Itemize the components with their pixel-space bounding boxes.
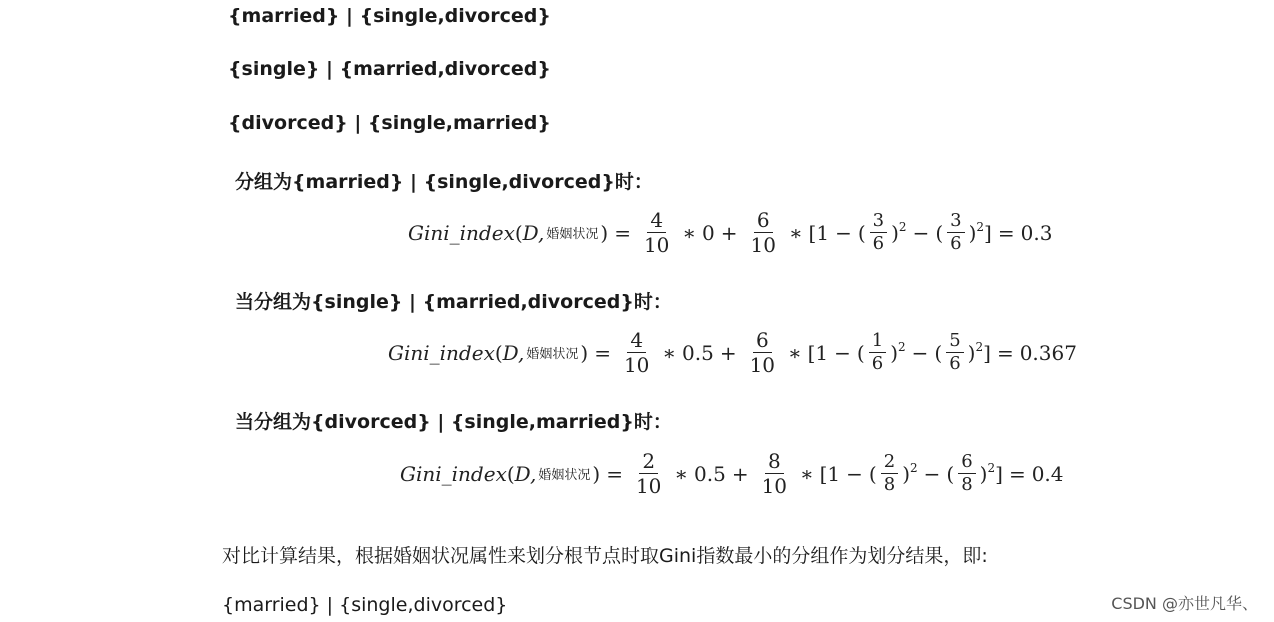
- csdn-watermark: CSDN @亦世凡华、: [1111, 594, 1258, 613]
- formula-arg-label: 婚姻状况: [538, 468, 591, 483]
- formula-arg-label: 婚姻状况: [546, 227, 599, 242]
- formula-lhs: Gini_index: [408, 220, 515, 245]
- fraction: $\frac{6}{10}$: [749, 328, 776, 377]
- formula-lhs: Gini_index: [400, 461, 507, 486]
- gini-formula-2: Gini_index ( D, 婚姻状况 ) = $\frac{4}{10}$ ∗ 0.5 + $\frac{6}{10}$ ∗ [1 − ( $\frac{1}{6}$ ) $^2$ − ( $\frac{5}{6}$ ) $^2$ ] = 0.367: [388, 328, 1077, 377]
- formula-result: 0.4: [1031, 461, 1064, 486]
- formula-result: 0.367: [1019, 340, 1077, 365]
- fraction: $\frac{2}{8}$: [881, 452, 898, 495]
- case-heading-3: 当分组为{divorced} | {single,married}时：: [235, 411, 672, 433]
- fraction: $\frac{5}{6}$: [946, 331, 963, 374]
- option-line-1: {married} | {single,divorced}: [228, 5, 551, 27]
- formula-arg-d: D,: [502, 340, 525, 365]
- formula-arg-label: 婚姻状况: [526, 347, 579, 362]
- gini-formula-1: Gini_index ( D, 婚姻状况 ) = $\frac{4}{10}$ ∗ 0 + $\frac{6}{10}$ ∗ [1 − ( $\frac{3}{6}$ ) $^2$ − ( $\frac{3}{6}$ ) $^2$ ] = 0.3: [408, 208, 1053, 257]
- formula-lhs: Gini_index: [388, 340, 495, 365]
- formula-result: 0.3: [1020, 220, 1053, 245]
- fraction: $\frac{3}{6}$: [947, 211, 964, 254]
- formula-arg-d: D,: [514, 461, 537, 486]
- fraction: $\frac{3}{6}$: [870, 211, 887, 254]
- fraction: $\frac{1}{6}$: [869, 331, 886, 374]
- fraction: $\frac{8}{10}$: [761, 449, 788, 498]
- option-line-2: {single} | {married,divorced}: [228, 58, 551, 80]
- gini-formula-3: Gini_index ( D, 婚姻状况 ) = $\frac{2}{10}$ ∗ 0.5 + $\frac{8}{10}$ ∗ [1 − ( $\frac{2}{8}$ ) $^2$ − ( $\frac{6}{8}$ ) $^2$ ] = 0.4: [400, 449, 1064, 498]
- fraction: $\frac{4}{10}$: [643, 208, 670, 257]
- answer-text: {married} | {single,divorced}: [222, 594, 508, 616]
- case-heading-2: 当分组为{single} | {married,divorced}时：: [235, 291, 672, 313]
- fraction: $\frac{2}{10}$: [635, 449, 662, 498]
- option-line-3: {divorced} | {single,married}: [228, 112, 551, 134]
- fraction: $\frac{6}{10}$: [750, 208, 776, 257]
- fraction: $\frac{6}{8}$: [958, 452, 975, 495]
- formula-arg-d: D,: [522, 220, 545, 245]
- fraction: $\frac{4}{10}$: [623, 328, 650, 377]
- case-heading-1: 分组为{married} | {single,divorced}时：: [235, 171, 653, 193]
- conclusion-text: 对比计算结果，根据婚姻状况属性来划分根节点时取Gini指数最小的分组作为划分结果，即:: [222, 545, 988, 567]
